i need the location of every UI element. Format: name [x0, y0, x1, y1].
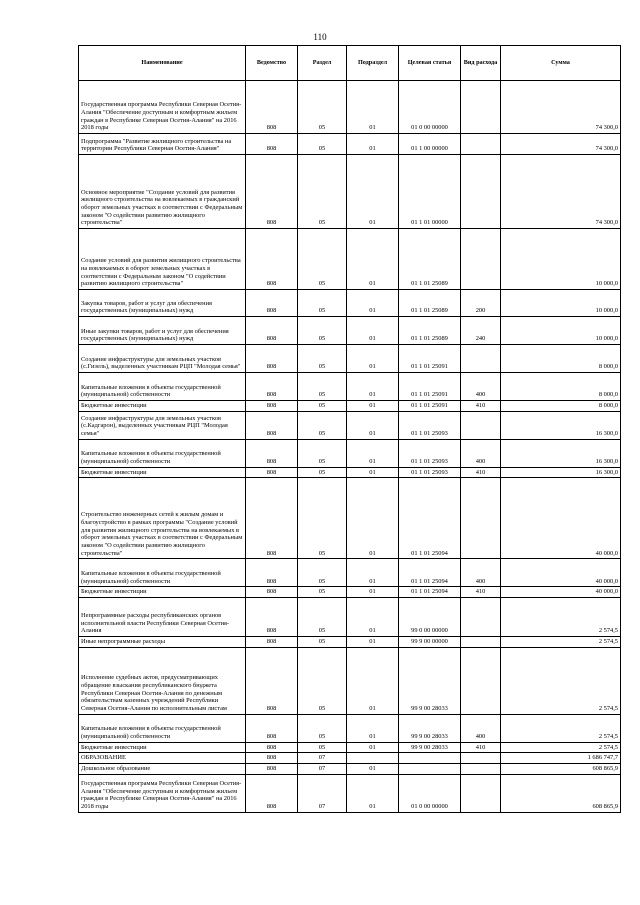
row-name: Исполнение судебных актов, предусматривающих обращение взыскания республиканского бюджета Республики Северная Осетия-Алания по денежным обязательствам казенных учреждений Республики Северная Осетия-Алания по исполнительным листам: [79, 647, 246, 714]
row-expense-type: 400: [461, 373, 501, 401]
row-amount: 2 574,5: [501, 598, 621, 637]
table-row: [79, 742, 621, 753]
row-subsection: 01: [347, 411, 399, 439]
row-expense-type: [461, 229, 501, 290]
row-amount: 10 000,0: [501, 290, 621, 317]
header-expense-type: Вид расхода: [461, 46, 501, 81]
header-section: Раздел: [298, 46, 347, 81]
row-section: 05: [298, 742, 347, 753]
row-name: Бюджетные инвестиции: [79, 401, 246, 412]
row-expense-type: 400: [461, 439, 501, 467]
table-row: [79, 753, 621, 764]
row-target-article: 01 1 01 25091: [399, 345, 461, 373]
row-target-article: 01 1 01 25093: [399, 439, 461, 467]
row-amount: 40 000,0: [501, 478, 621, 559]
row-name: Бюджетные инвестиции: [79, 742, 246, 753]
row-subsection: 01: [347, 373, 399, 401]
table-header-row: [79, 46, 621, 81]
row-department: 808: [246, 290, 298, 317]
row-amount: 608 865,9: [501, 764, 621, 775]
row-section: 05: [298, 373, 347, 401]
row-subsection: 01: [347, 764, 399, 775]
row-subsection: 01: [347, 467, 399, 478]
row-section: 05: [298, 81, 347, 134]
row-amount: 10 000,0: [501, 229, 621, 290]
row-name: Государственная программа Республики Северная Осетия-Алания "Обеспечение доступным и комфортным жильем граждан в Республике Северная Осетия-Алания" на 2016 2018 годы: [79, 774, 246, 812]
row-department: 808: [246, 401, 298, 412]
table-row: [79, 81, 621, 134]
row-subsection: 01: [347, 478, 399, 559]
row-expense-type: 410: [461, 587, 501, 598]
row-name: Закупка товаров, работ и услуг для обеспечения государственных (муниципальных) нужд: [79, 290, 246, 317]
row-section: 05: [298, 155, 347, 229]
row-section: 05: [298, 559, 347, 587]
row-department: 808: [246, 559, 298, 587]
row-amount: 1 686 747,7: [501, 753, 621, 764]
row-name: Строительство инженерных сетей к жилым домам и благоустройство в рамках программы "Создание условий для развития жилищного строительства на вовлекаемых в оборот земельных участках в соответствии с Федеральным законом "О содействии развитию жилищного строительства": [79, 478, 246, 559]
row-expense-type: [461, 647, 501, 714]
row-department: 808: [246, 742, 298, 753]
row-target-article: [399, 764, 461, 775]
row-expense-type: 410: [461, 401, 501, 412]
row-amount: 8 000,0: [501, 345, 621, 373]
row-section: 07: [298, 764, 347, 775]
row-subsection: 01: [347, 401, 399, 412]
table-row: [79, 764, 621, 775]
row-section: 05: [298, 478, 347, 559]
row-department: 808: [246, 373, 298, 401]
row-name: Создание инфраструктуры для земельных участков (с.Гизель), выделенных участникам РЦП "Молодая семья": [79, 345, 246, 373]
budget-table: [78, 45, 621, 813]
row-section: 05: [298, 647, 347, 714]
table-row: [79, 439, 621, 467]
row-expense-type: [461, 774, 501, 812]
row-name: Непрограммные расходы республиканских органов исполнительной власти Республики Северная Осетия-Алания: [79, 598, 246, 637]
row-expense-type: 410: [461, 742, 501, 753]
row-name: Капитальные вложения в объекты государственной (муниципальной) собственности: [79, 714, 246, 742]
row-amount: 8 000,0: [501, 373, 621, 401]
row-expense-type: [461, 345, 501, 373]
row-department: 808: [246, 587, 298, 598]
row-subsection: 01: [347, 229, 399, 290]
header-target-article: Целевая статья: [399, 46, 461, 81]
table-body: [79, 81, 621, 813]
row-department: 808: [246, 345, 298, 373]
table-row: [79, 155, 621, 229]
row-department: 808: [246, 439, 298, 467]
row-section: 05: [298, 411, 347, 439]
table-row: [79, 467, 621, 478]
row-amount: 16 300,0: [501, 467, 621, 478]
row-amount: 2 574,5: [501, 714, 621, 742]
row-department: 808: [246, 753, 298, 764]
header-department: Ведомство: [246, 46, 298, 81]
row-target-article: 01 1 01 25089: [399, 229, 461, 290]
header-amount: Сумма: [501, 46, 621, 81]
table-row: [79, 647, 621, 714]
row-department: 808: [246, 478, 298, 559]
row-department: 808: [246, 647, 298, 714]
row-subsection: 01: [347, 714, 399, 742]
row-target-article: 01 0 00 00000: [399, 774, 461, 812]
row-name: Основное мероприятие "Создание условий для развития жилищного строительства на вовлекаемых в гражданский оборот земельных участках в соответствии с Федеральным законом "О содействии развитию жилищного строительства": [79, 155, 246, 229]
row-expense-type: [461, 753, 501, 764]
table-row: [79, 290, 621, 317]
table-row: [79, 345, 621, 373]
row-name: Иные закупки товаров, работ и услуг для обеспечения государственных (муниципальных) нужд: [79, 317, 246, 345]
row-subsection: 01: [347, 742, 399, 753]
row-department: 808: [246, 598, 298, 637]
row-expense-type: [461, 411, 501, 439]
row-target-article: 01 1 01 25089: [399, 290, 461, 317]
row-expense-type: [461, 134, 501, 155]
row-department: 808: [246, 229, 298, 290]
row-target-article: 99 0 00 00000: [399, 598, 461, 637]
row-amount: 10 000,0: [501, 317, 621, 345]
row-name: ОБРАЗОВАНИЕ: [79, 753, 246, 764]
table-row: [79, 637, 621, 648]
row-subsection: 01: [347, 637, 399, 648]
table-row: [79, 598, 621, 637]
row-department: 808: [246, 81, 298, 134]
row-expense-type: [461, 155, 501, 229]
row-expense-type: [461, 478, 501, 559]
row-amount: 74 300,0: [501, 81, 621, 134]
row-amount: 40 000,0: [501, 559, 621, 587]
row-section: 05: [298, 587, 347, 598]
row-department: 808: [246, 155, 298, 229]
table-row: [79, 373, 621, 401]
row-section: 05: [298, 598, 347, 637]
row-expense-type: 400: [461, 559, 501, 587]
row-subsection: 01: [347, 155, 399, 229]
row-subsection: 01: [347, 134, 399, 155]
row-name: Бюджетные инвестиции: [79, 587, 246, 598]
table-row: [79, 587, 621, 598]
row-name: Государственная программа Республики Северная Осетия-Алания "Обеспечение доступным и комфортным жильем граждан в Республике Северная Осетия-Алания" на 2016 2018 годы: [79, 81, 246, 134]
row-target-article: 01 1 01 25093: [399, 467, 461, 478]
row-target-article: 01 0 00 00000: [399, 81, 461, 134]
row-subsection: 01: [347, 290, 399, 317]
row-section: 05: [298, 637, 347, 648]
row-target-article: 01 1 01 25094: [399, 478, 461, 559]
header-name: Наименование: [79, 46, 246, 81]
table-row: [79, 317, 621, 345]
row-section: 07: [298, 774, 347, 812]
row-name: Бюджетные инвестиции: [79, 467, 246, 478]
row-target-article: 01 1 01 25091: [399, 373, 461, 401]
row-target-article: 01 1 00 00000: [399, 134, 461, 155]
row-department: 808: [246, 637, 298, 648]
row-subsection: 01: [347, 559, 399, 587]
row-section: 05: [298, 401, 347, 412]
header-subsection: Подраздел: [347, 46, 399, 81]
table-row: [79, 714, 621, 742]
row-subsection: 01: [347, 587, 399, 598]
row-expense-type: 200: [461, 290, 501, 317]
row-section: 05: [298, 317, 347, 345]
row-amount: 2 574,5: [501, 637, 621, 648]
row-expense-type: 410: [461, 467, 501, 478]
row-target-article: [399, 753, 461, 764]
row-department: 808: [246, 764, 298, 775]
row-department: 808: [246, 774, 298, 812]
row-target-article: 99 9 00 28033: [399, 742, 461, 753]
row-section: 05: [298, 714, 347, 742]
table-row: [79, 134, 621, 155]
row-expense-type: 240: [461, 317, 501, 345]
row-target-article: 01 1 01 25094: [399, 587, 461, 598]
row-amount: 74 300,0: [501, 155, 621, 229]
row-section: 05: [298, 345, 347, 373]
row-subsection: 01: [347, 774, 399, 812]
row-name: Подпрограмма "Развитие жилищного строительства на территории Республики Северная Осетия-Алания": [79, 134, 246, 155]
row-amount: 608 865,9: [501, 774, 621, 812]
row-name: Дошкольное образование: [79, 764, 246, 775]
table-row: [79, 774, 621, 812]
row-subsection: 01: [347, 345, 399, 373]
row-subsection: 01: [347, 317, 399, 345]
row-name: Создание условий для развития жилищного строительства на вовлекаемых в оборот земельных участках в соответствии с Федеральным законом "О содействии развитию жилищного строительства": [79, 229, 246, 290]
row-section: 07: [298, 753, 347, 764]
row-subsection: [347, 753, 399, 764]
page-number: 110: [313, 32, 327, 42]
row-amount: 40 000,0: [501, 587, 621, 598]
row-target-article: 99 9 00 28033: [399, 714, 461, 742]
row-expense-type: [461, 764, 501, 775]
row-subsection: 01: [347, 647, 399, 714]
row-target-article: 99 9 00 00000: [399, 637, 461, 648]
row-subsection: 01: [347, 598, 399, 637]
row-amount: 8 000,0: [501, 401, 621, 412]
table-row: [79, 401, 621, 412]
row-name: Капитальные вложения в объекты государственной (муниципальной) собственности: [79, 559, 246, 587]
row-amount: 2 574,5: [501, 742, 621, 753]
row-amount: 74 300,0: [501, 134, 621, 155]
row-amount: 16 300,0: [501, 439, 621, 467]
row-amount: 2 574,5: [501, 647, 621, 714]
row-amount: 16 300,0: [501, 411, 621, 439]
row-section: 05: [298, 134, 347, 155]
row-subsection: 01: [347, 81, 399, 134]
row-department: 808: [246, 714, 298, 742]
row-target-article: 01 1 01 25093: [399, 411, 461, 439]
row-name: Капитальные вложения в объекты государственной (муниципальной) собственности: [79, 373, 246, 401]
row-department: 808: [246, 411, 298, 439]
row-department: 808: [246, 134, 298, 155]
row-name: Создание инфраструктуры для земельных участков (с.Кадгарон), выделенных участникам РЦП "Молодая семья": [79, 411, 246, 439]
row-subsection: 01: [347, 439, 399, 467]
row-target-article: 01 1 01 25091: [399, 401, 461, 412]
row-name: Капитальные вложения в объекты государственной (муниципальной) собственности: [79, 439, 246, 467]
row-department: 808: [246, 317, 298, 345]
row-section: 05: [298, 290, 347, 317]
row-section: 05: [298, 229, 347, 290]
table-row: [79, 478, 621, 559]
row-expense-type: [461, 598, 501, 637]
row-expense-type: [461, 637, 501, 648]
row-target-article: 01 1 01 25094: [399, 559, 461, 587]
table-row: [79, 229, 621, 290]
row-department: 808: [246, 467, 298, 478]
row-target-article: 01 1 01 25089: [399, 317, 461, 345]
row-section: 05: [298, 467, 347, 478]
row-expense-type: [461, 81, 501, 134]
table-row: [79, 411, 621, 439]
row-target-article: 01 1 01 00000: [399, 155, 461, 229]
row-target-article: 99 9 00 28033: [399, 647, 461, 714]
row-section: 05: [298, 439, 347, 467]
row-name: Иные непрограммные расходы: [79, 637, 246, 648]
row-expense-type: 400: [461, 714, 501, 742]
table-row: [79, 559, 621, 587]
